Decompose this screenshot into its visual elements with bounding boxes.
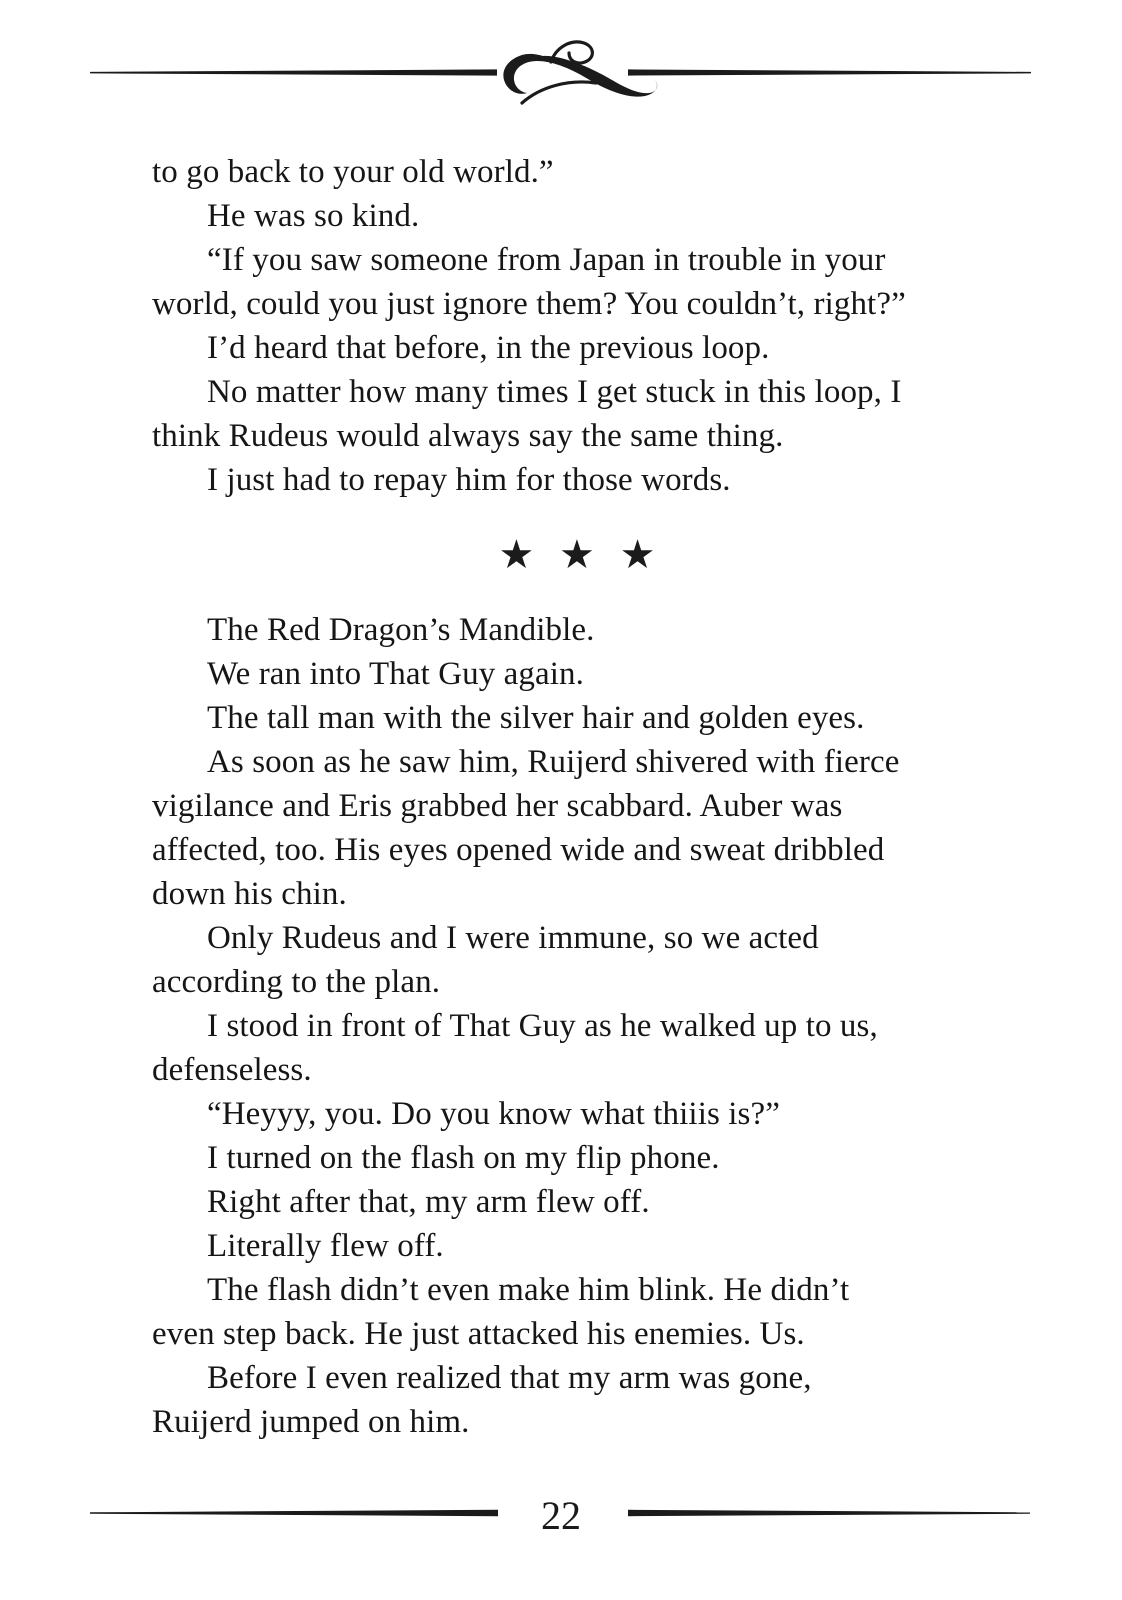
text-line: think Rudeus would always say the same thing. (152, 418, 784, 454)
scene-break-stars: ★ ★ ★ (498, 532, 662, 578)
text-line: We ran into That Guy again. (207, 656, 584, 692)
text-line: Only Rudeus and I were immune, so we acted (207, 920, 819, 956)
page-footer (0, 1483, 1122, 1553)
flourish-lower-curve (522, 82, 596, 103)
text-line: defenseless. (152, 1052, 312, 1088)
text-line: affected, too. His eyes opened wide and sweat dribbled (152, 832, 885, 868)
text-line: No matter how many times I get stuck in this loop, I (207, 374, 902, 410)
text-line: “Heyyy, you. Do you know what thiiis is?” (207, 1096, 780, 1132)
text-line: Literally flew off. (207, 1228, 444, 1264)
text-line: Ruijerd jumped on him. (152, 1404, 470, 1440)
text-line: I turned on the flash on my flip phone. (207, 1140, 720, 1176)
text-line: I just had to repay him for those words. (207, 462, 731, 498)
text-line: down his chin. (152, 876, 347, 912)
text-line: Before I even realized that my arm was gone, (207, 1360, 812, 1396)
text-line: vigilance and Eris grabbed her scabbard. Auber was (152, 788, 843, 824)
text-line: I stood in front of That Guy as he walked up to us, (207, 1008, 878, 1044)
text-line: He was so kind. (207, 198, 420, 234)
text-line: “If you saw someone from Japan in trouble in your (207, 242, 886, 278)
header-rule-right (628, 69, 1031, 75)
body-text (152, 150, 1008, 1444)
text-line: according to the plan. (152, 964, 441, 1000)
text-line: to go back to your old world.” (152, 154, 554, 190)
text-line: Right after that, my arm flew off. (207, 1184, 650, 1220)
page-number: 22 (541, 1493, 581, 1538)
text-line: The flash didn’t even make him blink. He didn’t (207, 1272, 850, 1308)
text-line: As soon as he saw him, Ruijerd shivered with fierce (207, 744, 900, 780)
text-line: The Red Dragon’s Mandible. (207, 612, 595, 648)
text-line: The tall man with the silver hair and golden eyes. (207, 700, 865, 736)
header-divider-flourish-icon (0, 0, 1122, 130)
header-rule-left (90, 69, 497, 75)
text-line: world, could you just ignore them? You couldn’t, right?” (152, 286, 906, 322)
text-line: even step back. He just attacked his enemies. Us. (152, 1316, 805, 1352)
text-line: I’d heard that before, in the previous loop. (207, 330, 770, 366)
